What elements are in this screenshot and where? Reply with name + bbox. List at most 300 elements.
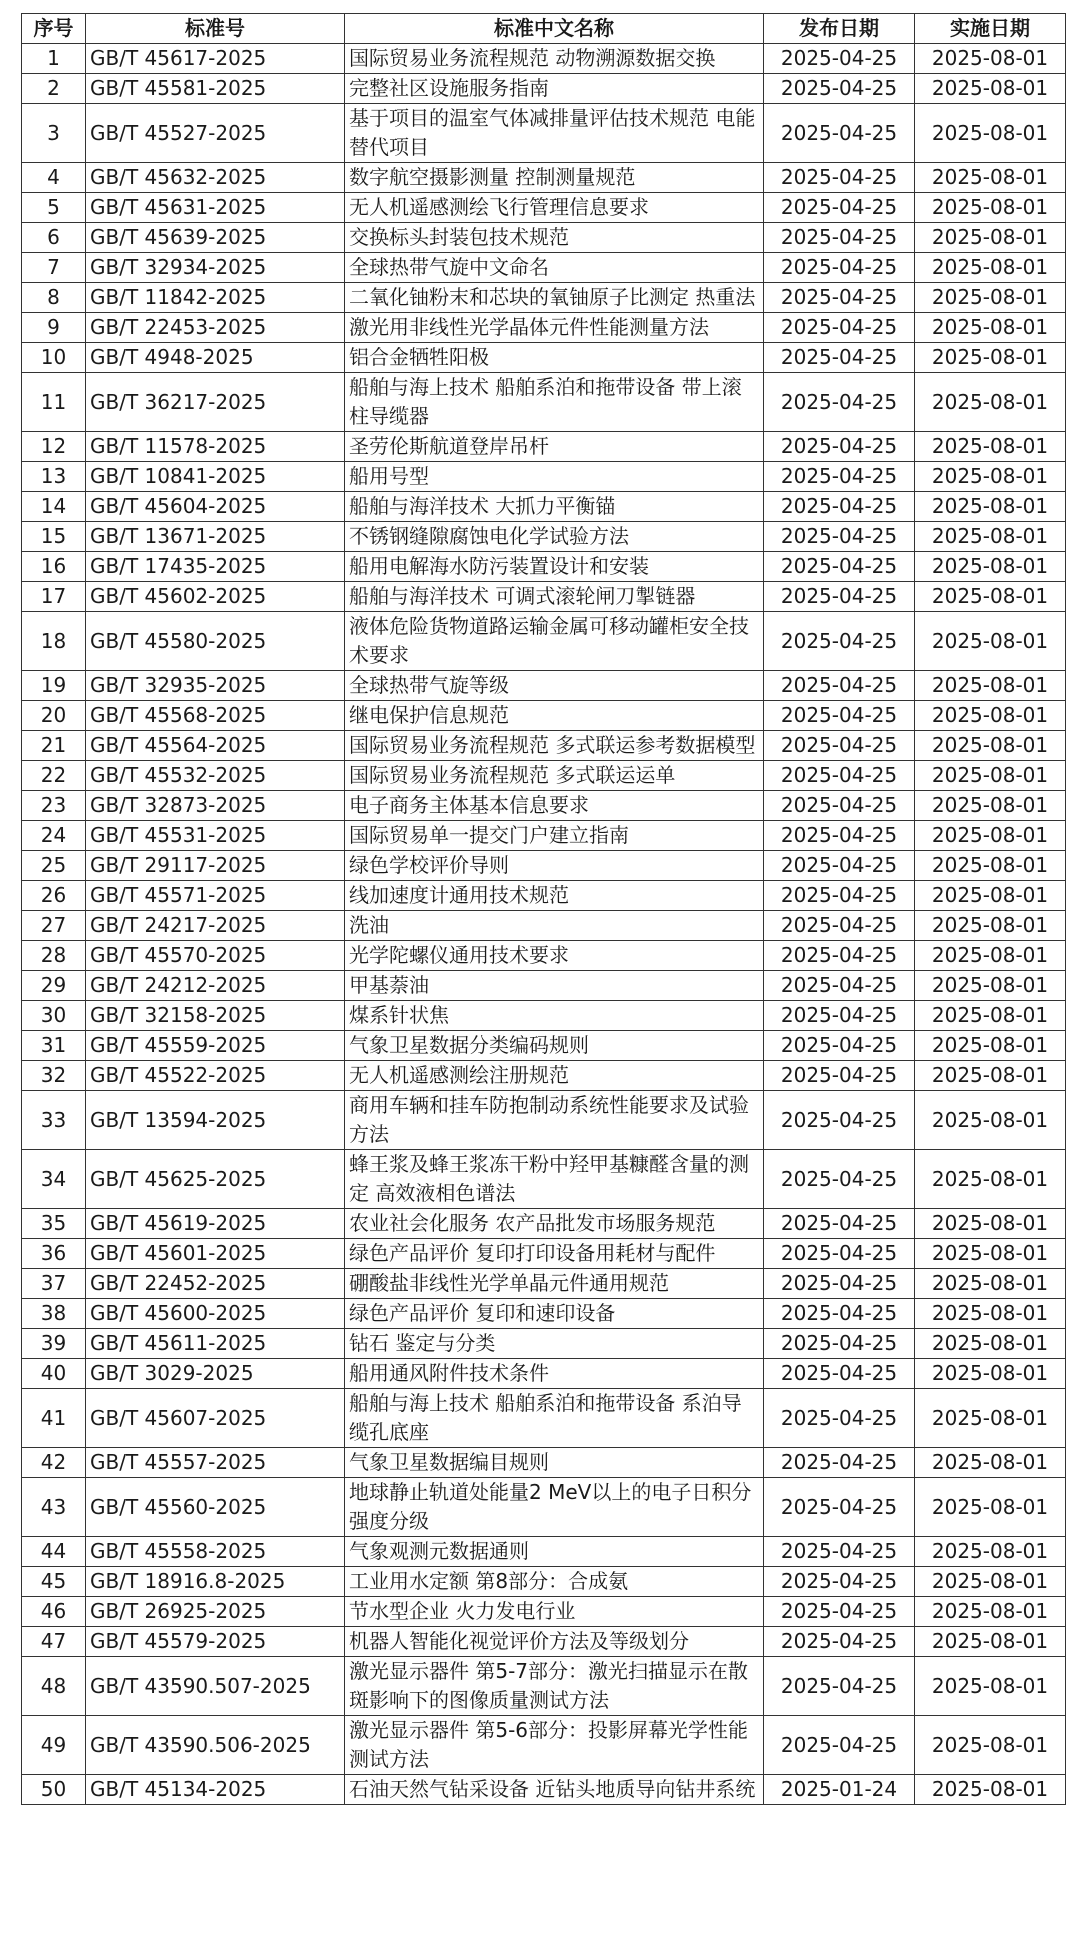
cell-standard-number: GB/T 45531-2025 xyxy=(86,821,345,851)
cell-effective-date: 2025-08-01 xyxy=(915,44,1066,74)
table-row xyxy=(22,492,1066,522)
table-row xyxy=(22,1269,1066,1299)
cell-standard-number: GB/T 32158-2025 xyxy=(86,1001,345,1031)
cell-standard-number: GB/T 32873-2025 xyxy=(86,791,345,821)
table-row xyxy=(22,582,1066,612)
cell-effective-date: 2025-08-01 xyxy=(915,1627,1066,1657)
cell-effective-date: 2025-08-01 xyxy=(915,432,1066,462)
cell-index: 8 xyxy=(22,283,86,313)
cell-effective-date: 2025-08-01 xyxy=(915,343,1066,373)
table-row xyxy=(22,1478,1066,1537)
table-row xyxy=(22,1716,1066,1775)
cell-index: 4 xyxy=(22,163,86,193)
cell-standard-number: GB/T 45617-2025 xyxy=(86,44,345,74)
cell-publish-date: 2025-04-25 xyxy=(764,1389,915,1448)
cell-index: 37 xyxy=(22,1269,86,1299)
table-row xyxy=(22,432,1066,462)
cell-publish-date: 2025-04-25 xyxy=(764,343,915,373)
cell-standard-number: GB/T 4948-2025 xyxy=(86,343,345,373)
cell-effective-date: 2025-08-01 xyxy=(915,1597,1066,1627)
cell-index: 33 xyxy=(22,1091,86,1150)
cell-publish-date: 2025-04-25 xyxy=(764,522,915,552)
cell-effective-date: 2025-08-01 xyxy=(915,1537,1066,1567)
cell-chinese-name: 二氧化铀粉末和芯块的氧铀原子比测定 热重法 xyxy=(345,283,764,313)
table-row xyxy=(22,193,1066,223)
cell-chinese-name: 线加速度计通用技术规范 xyxy=(345,881,764,911)
cell-index: 40 xyxy=(22,1359,86,1389)
cell-index: 34 xyxy=(22,1150,86,1209)
cell-standard-number: GB/T 45564-2025 xyxy=(86,731,345,761)
table-row xyxy=(22,1061,1066,1091)
table-row xyxy=(22,761,1066,791)
cell-index: 29 xyxy=(22,971,86,1001)
table-row xyxy=(22,1567,1066,1597)
table-row xyxy=(22,911,1066,941)
cell-chinese-name: 商用车辆和挂车防抱制动系统性能要求及试验方法 xyxy=(345,1091,764,1150)
cell-standard-number: GB/T 13671-2025 xyxy=(86,522,345,552)
cell-index: 5 xyxy=(22,193,86,223)
cell-publish-date: 2025-04-25 xyxy=(764,74,915,104)
cell-effective-date: 2025-08-01 xyxy=(915,1061,1066,1091)
cell-chinese-name: 气象卫星数据分类编码规则 xyxy=(345,1031,764,1061)
cell-index: 6 xyxy=(22,223,86,253)
cell-chinese-name: 洗油 xyxy=(345,911,764,941)
cell-effective-date: 2025-08-01 xyxy=(915,1299,1066,1329)
standards-table xyxy=(21,13,1066,1805)
cell-standard-number: GB/T 18916.8-2025 xyxy=(86,1567,345,1597)
cell-effective-date: 2025-08-01 xyxy=(915,701,1066,731)
cell-index: 12 xyxy=(22,432,86,462)
cell-standard-number: GB/T 45532-2025 xyxy=(86,761,345,791)
cell-effective-date: 2025-08-01 xyxy=(915,1478,1066,1537)
cell-index: 49 xyxy=(22,1716,86,1775)
table-row xyxy=(22,1001,1066,1031)
cell-effective-date: 2025-08-01 xyxy=(915,283,1066,313)
cell-standard-number: GB/T 26925-2025 xyxy=(86,1597,345,1627)
table-row xyxy=(22,701,1066,731)
cell-publish-date: 2025-04-25 xyxy=(764,163,915,193)
cell-standard-number: GB/T 45527-2025 xyxy=(86,104,345,163)
cell-chinese-name: 国际贸易单一提交门户建立指南 xyxy=(345,821,764,851)
cell-standard-number: GB/T 29117-2025 xyxy=(86,851,345,881)
cell-index: 16 xyxy=(22,552,86,582)
cell-index: 28 xyxy=(22,941,86,971)
table-row xyxy=(22,612,1066,671)
cell-chinese-name: 交换标头封装包技术规范 xyxy=(345,223,764,253)
cell-standard-number: GB/T 45560-2025 xyxy=(86,1478,345,1537)
cell-publish-date: 2025-04-25 xyxy=(764,373,915,432)
cell-chinese-name: 气象观测元数据通则 xyxy=(345,1537,764,1567)
cell-chinese-name: 硼酸盐非线性光学单晶元件通用规范 xyxy=(345,1269,764,1299)
table-row xyxy=(22,731,1066,761)
cell-effective-date: 2025-08-01 xyxy=(915,1209,1066,1239)
table-row xyxy=(22,941,1066,971)
cell-standard-number: GB/T 45625-2025 xyxy=(86,1150,345,1209)
cell-effective-date: 2025-08-01 xyxy=(915,253,1066,283)
table-row xyxy=(22,1091,1066,1150)
cell-effective-date: 2025-08-01 xyxy=(915,462,1066,492)
cell-standard-number: GB/T 45604-2025 xyxy=(86,492,345,522)
cell-effective-date: 2025-08-01 xyxy=(915,582,1066,612)
cell-index: 3 xyxy=(22,104,86,163)
table-row xyxy=(22,313,1066,343)
cell-index: 21 xyxy=(22,731,86,761)
table-row xyxy=(22,1209,1066,1239)
cell-chinese-name: 节水型企业 火力发电行业 xyxy=(345,1597,764,1627)
cell-publish-date: 2025-04-25 xyxy=(764,671,915,701)
cell-chinese-name: 铝合金牺牲阳极 xyxy=(345,343,764,373)
cell-effective-date: 2025-08-01 xyxy=(915,104,1066,163)
cell-publish-date: 2025-04-25 xyxy=(764,1299,915,1329)
cell-effective-date: 2025-08-01 xyxy=(915,193,1066,223)
table-row xyxy=(22,671,1066,701)
cell-chinese-name: 机器人智能化视觉评价方法及等级划分 xyxy=(345,1627,764,1657)
cell-index: 27 xyxy=(22,911,86,941)
cell-chinese-name: 激光用非线性光学晶体元件性能测量方法 xyxy=(345,313,764,343)
cell-chinese-name: 船舶与海上技术 船舶系泊和拖带设备 带上滚柱导缆器 xyxy=(345,373,764,432)
cell-publish-date: 2025-04-25 xyxy=(764,432,915,462)
table-row xyxy=(22,971,1066,1001)
cell-chinese-name: 船舶与海洋技术 大抓力平衡锚 xyxy=(345,492,764,522)
cell-publish-date: 2025-04-25 xyxy=(764,1239,915,1269)
table-body xyxy=(22,44,1066,1805)
cell-chinese-name: 船用电解海水防污装置设计和安装 xyxy=(345,552,764,582)
cell-index: 48 xyxy=(22,1657,86,1716)
cell-effective-date: 2025-08-01 xyxy=(915,971,1066,1001)
cell-index: 36 xyxy=(22,1239,86,1269)
cell-chinese-name: 无人机遥感测绘飞行管理信息要求 xyxy=(345,193,764,223)
cell-index: 7 xyxy=(22,253,86,283)
cell-effective-date: 2025-08-01 xyxy=(915,1269,1066,1299)
cell-index: 20 xyxy=(22,701,86,731)
cell-standard-number: GB/T 32934-2025 xyxy=(86,253,345,283)
cell-index: 13 xyxy=(22,462,86,492)
cell-publish-date: 2025-04-25 xyxy=(764,462,915,492)
cell-index: 15 xyxy=(22,522,86,552)
cell-effective-date: 2025-08-01 xyxy=(915,492,1066,522)
cell-effective-date: 2025-08-01 xyxy=(915,1775,1066,1805)
cell-standard-number: GB/T 45631-2025 xyxy=(86,193,345,223)
cell-publish-date: 2025-04-25 xyxy=(764,223,915,253)
cell-effective-date: 2025-08-01 xyxy=(915,851,1066,881)
cell-standard-number: GB/T 45579-2025 xyxy=(86,1627,345,1657)
cell-chinese-name: 液体危险货物道路运输金属可移动罐柜安全技术要求 xyxy=(345,612,764,671)
cell-chinese-name: 绿色学校评价导则 xyxy=(345,851,764,881)
cell-index: 32 xyxy=(22,1061,86,1091)
cell-publish-date: 2025-04-25 xyxy=(764,253,915,283)
cell-chinese-name: 石油天然气钻采设备 近钻头地质导向钻井系统 xyxy=(345,1775,764,1805)
table-row xyxy=(22,881,1066,911)
table-row xyxy=(22,74,1066,104)
cell-publish-date: 2025-04-25 xyxy=(764,1329,915,1359)
cell-index: 42 xyxy=(22,1448,86,1478)
cell-chinese-name: 数字航空摄影测量 控制测量规范 xyxy=(345,163,764,193)
cell-chinese-name: 钻石 鉴定与分类 xyxy=(345,1329,764,1359)
cell-effective-date: 2025-08-01 xyxy=(915,612,1066,671)
cell-standard-number: GB/T 17435-2025 xyxy=(86,552,345,582)
cell-effective-date: 2025-08-01 xyxy=(915,223,1066,253)
cell-chinese-name: 圣劳伦斯航道登岸吊杆 xyxy=(345,432,764,462)
cell-chinese-name: 基于项目的温室气体减排量评估技术规范 电能替代项目 xyxy=(345,104,764,163)
cell-chinese-name: 甲基萘油 xyxy=(345,971,764,1001)
cell-standard-number: GB/T 11578-2025 xyxy=(86,432,345,462)
cell-standard-number: GB/T 36217-2025 xyxy=(86,373,345,432)
cell-publish-date: 2025-04-25 xyxy=(764,851,915,881)
cell-publish-date: 2025-04-25 xyxy=(764,1269,915,1299)
cell-effective-date: 2025-08-01 xyxy=(915,761,1066,791)
cell-effective-date: 2025-08-01 xyxy=(915,911,1066,941)
cell-effective-date: 2025-08-01 xyxy=(915,1091,1066,1150)
table-row xyxy=(22,1389,1066,1448)
cell-chinese-name: 激光显示器件 第5-7部分：激光扫描显示在散斑影响下的图像质量测试方法 xyxy=(345,1657,764,1716)
cell-publish-date: 2025-04-25 xyxy=(764,1061,915,1091)
cell-effective-date: 2025-08-01 xyxy=(915,373,1066,432)
cell-standard-number: GB/T 43590.506-2025 xyxy=(86,1716,345,1775)
cell-chinese-name: 全球热带气旋中文命名 xyxy=(345,253,764,283)
cell-publish-date: 2025-04-25 xyxy=(764,1657,915,1716)
cell-effective-date: 2025-08-01 xyxy=(915,313,1066,343)
cell-effective-date: 2025-08-01 xyxy=(915,791,1066,821)
cell-publish-date: 2025-04-25 xyxy=(764,1567,915,1597)
cell-publish-date: 2025-04-25 xyxy=(764,44,915,74)
header-publish-date: 发布日期 xyxy=(764,14,915,44)
table-row xyxy=(22,462,1066,492)
cell-chinese-name: 继电保护信息规范 xyxy=(345,701,764,731)
cell-publish-date: 2025-04-25 xyxy=(764,1448,915,1478)
cell-effective-date: 2025-08-01 xyxy=(915,881,1066,911)
cell-publish-date: 2025-04-25 xyxy=(764,1537,915,1567)
cell-standard-number: GB/T 22452-2025 xyxy=(86,1269,345,1299)
cell-standard-number: GB/T 45557-2025 xyxy=(86,1448,345,1478)
header-effective-date: 实施日期 xyxy=(915,14,1066,44)
cell-publish-date: 2025-04-25 xyxy=(764,104,915,163)
cell-effective-date: 2025-08-01 xyxy=(915,1716,1066,1775)
table-row xyxy=(22,522,1066,552)
cell-publish-date: 2025-04-25 xyxy=(764,1716,915,1775)
cell-effective-date: 2025-08-01 xyxy=(915,1001,1066,1031)
cell-publish-date: 2025-04-25 xyxy=(764,731,915,761)
cell-publish-date: 2025-04-25 xyxy=(764,193,915,223)
cell-chinese-name: 完整社区设施服务指南 xyxy=(345,74,764,104)
cell-chinese-name: 蜂王浆及蜂王浆冻干粉中羟甲基糠醛含量的测定 高效液相色谱法 xyxy=(345,1150,764,1209)
cell-effective-date: 2025-08-01 xyxy=(915,74,1066,104)
cell-effective-date: 2025-08-01 xyxy=(915,552,1066,582)
cell-publish-date: 2025-04-25 xyxy=(764,821,915,851)
cell-effective-date: 2025-08-01 xyxy=(915,1389,1066,1448)
cell-standard-number: GB/T 13594-2025 xyxy=(86,1091,345,1150)
cell-chinese-name: 煤系针状焦 xyxy=(345,1001,764,1031)
cell-index: 2 xyxy=(22,74,86,104)
table-row xyxy=(22,253,1066,283)
cell-index: 9 xyxy=(22,313,86,343)
cell-effective-date: 2025-08-01 xyxy=(915,1567,1066,1597)
table-row xyxy=(22,1329,1066,1359)
cell-index: 18 xyxy=(22,612,86,671)
cell-index: 30 xyxy=(22,1001,86,1031)
cell-publish-date: 2025-04-25 xyxy=(764,1091,915,1150)
cell-index: 26 xyxy=(22,881,86,911)
cell-standard-number: GB/T 45559-2025 xyxy=(86,1031,345,1061)
cell-standard-number: GB/T 45619-2025 xyxy=(86,1209,345,1239)
cell-chinese-name: 船用通风附件技术条件 xyxy=(345,1359,764,1389)
cell-standard-number: GB/T 45611-2025 xyxy=(86,1329,345,1359)
cell-standard-number: GB/T 45522-2025 xyxy=(86,1061,345,1091)
cell-chinese-name: 船舶与海洋技术 可调式滚轮闸刀掣链器 xyxy=(345,582,764,612)
cell-publish-date: 2025-04-25 xyxy=(764,941,915,971)
cell-index: 19 xyxy=(22,671,86,701)
header-standard-number: 标准号 xyxy=(86,14,345,44)
cell-chinese-name: 农业社会化服务 农产品批发市场服务规范 xyxy=(345,1209,764,1239)
cell-standard-number: GB/T 24212-2025 xyxy=(86,971,345,1001)
cell-index: 43 xyxy=(22,1478,86,1537)
cell-publish-date: 2025-04-25 xyxy=(764,612,915,671)
cell-publish-date: 2025-01-24 xyxy=(764,1775,915,1805)
cell-effective-date: 2025-08-01 xyxy=(915,1448,1066,1478)
cell-chinese-name: 激光显示器件 第5-6部分：投影屏幕光学性能测试方法 xyxy=(345,1716,764,1775)
cell-standard-number: GB/T 3029-2025 xyxy=(86,1359,345,1389)
table-row xyxy=(22,1359,1066,1389)
cell-index: 44 xyxy=(22,1537,86,1567)
cell-effective-date: 2025-08-01 xyxy=(915,821,1066,851)
cell-publish-date: 2025-04-25 xyxy=(764,1597,915,1627)
cell-standard-number: GB/T 45602-2025 xyxy=(86,582,345,612)
cell-standard-number: GB/T 45580-2025 xyxy=(86,612,345,671)
cell-standard-number: GB/T 45639-2025 xyxy=(86,223,345,253)
cell-chinese-name: 船舶与海上技术 船舶系泊和拖带设备 系泊导缆孔底座 xyxy=(345,1389,764,1448)
cell-index: 24 xyxy=(22,821,86,851)
cell-publish-date: 2025-04-25 xyxy=(764,1627,915,1657)
cell-publish-date: 2025-04-25 xyxy=(764,313,915,343)
table-row xyxy=(22,1597,1066,1627)
table-row xyxy=(22,343,1066,373)
cell-chinese-name: 不锈钢缝隙腐蚀电化学试验方法 xyxy=(345,522,764,552)
cell-standard-number: GB/T 11842-2025 xyxy=(86,283,345,313)
cell-standard-number: GB/T 45134-2025 xyxy=(86,1775,345,1805)
cell-effective-date: 2025-08-01 xyxy=(915,1239,1066,1269)
cell-standard-number: GB/T 45581-2025 xyxy=(86,74,345,104)
cell-index: 46 xyxy=(22,1597,86,1627)
cell-index: 11 xyxy=(22,373,86,432)
table-row xyxy=(22,44,1066,74)
cell-effective-date: 2025-08-01 xyxy=(915,671,1066,701)
cell-chinese-name: 国际贸易业务流程规范 动物溯源数据交换 xyxy=(345,44,764,74)
table-row xyxy=(22,223,1066,253)
table-row xyxy=(22,1299,1066,1329)
cell-index: 50 xyxy=(22,1775,86,1805)
cell-chinese-name: 国际贸易业务流程规范 多式联运参考数据模型 xyxy=(345,731,764,761)
cell-publish-date: 2025-04-25 xyxy=(764,283,915,313)
cell-publish-date: 2025-04-25 xyxy=(764,552,915,582)
cell-publish-date: 2025-04-25 xyxy=(764,911,915,941)
table-row xyxy=(22,791,1066,821)
table-row xyxy=(22,1775,1066,1805)
cell-publish-date: 2025-04-25 xyxy=(764,971,915,1001)
cell-standard-number: GB/T 32935-2025 xyxy=(86,671,345,701)
table-row xyxy=(22,373,1066,432)
cell-index: 41 xyxy=(22,1389,86,1448)
cell-publish-date: 2025-04-25 xyxy=(764,881,915,911)
cell-standard-number: GB/T 43590.507-2025 xyxy=(86,1657,345,1716)
cell-publish-date: 2025-04-25 xyxy=(764,1478,915,1537)
cell-chinese-name: 无人机遥感测绘注册规范 xyxy=(345,1061,764,1091)
cell-publish-date: 2025-04-25 xyxy=(764,1209,915,1239)
cell-chinese-name: 气象卫星数据编目规则 xyxy=(345,1448,764,1478)
cell-index: 1 xyxy=(22,44,86,74)
cell-standard-number: GB/T 45600-2025 xyxy=(86,1299,345,1329)
cell-standard-number: GB/T 45568-2025 xyxy=(86,701,345,731)
table-row xyxy=(22,1657,1066,1716)
cell-chinese-name: 全球热带气旋等级 xyxy=(345,671,764,701)
cell-standard-number: GB/T 45607-2025 xyxy=(86,1389,345,1448)
table-row xyxy=(22,1448,1066,1478)
cell-chinese-name: 电子商务主体基本信息要求 xyxy=(345,791,764,821)
cell-effective-date: 2025-08-01 xyxy=(915,522,1066,552)
cell-publish-date: 2025-04-25 xyxy=(764,791,915,821)
table-row xyxy=(22,1627,1066,1657)
cell-chinese-name: 绿色产品评价 复印和速印设备 xyxy=(345,1299,764,1329)
cell-publish-date: 2025-04-25 xyxy=(764,761,915,791)
cell-standard-number: GB/T 22453-2025 xyxy=(86,313,345,343)
cell-chinese-name: 船用号型 xyxy=(345,462,764,492)
cell-standard-number: GB/T 45558-2025 xyxy=(86,1537,345,1567)
cell-effective-date: 2025-08-01 xyxy=(915,1359,1066,1389)
cell-publish-date: 2025-04-25 xyxy=(764,492,915,522)
cell-index: 17 xyxy=(22,582,86,612)
header-row xyxy=(22,14,1066,44)
table-row xyxy=(22,1537,1066,1567)
cell-index: 25 xyxy=(22,851,86,881)
cell-standard-number: GB/T 45601-2025 xyxy=(86,1239,345,1269)
cell-effective-date: 2025-08-01 xyxy=(915,941,1066,971)
table-row xyxy=(22,821,1066,851)
cell-effective-date: 2025-08-01 xyxy=(915,1150,1066,1209)
cell-publish-date: 2025-04-25 xyxy=(764,1359,915,1389)
cell-chinese-name: 地球静止轨道处能量2 MeV以上的电子日积分强度分级 xyxy=(345,1478,764,1537)
table-row xyxy=(22,1239,1066,1269)
cell-chinese-name: 国际贸易业务流程规范 多式联运运单 xyxy=(345,761,764,791)
cell-standard-number: GB/T 45571-2025 xyxy=(86,881,345,911)
cell-standard-number: GB/T 45632-2025 xyxy=(86,163,345,193)
cell-effective-date: 2025-08-01 xyxy=(915,1329,1066,1359)
cell-effective-date: 2025-08-01 xyxy=(915,731,1066,761)
cell-publish-date: 2025-04-25 xyxy=(764,1001,915,1031)
table-row xyxy=(22,1150,1066,1209)
cell-index: 22 xyxy=(22,761,86,791)
cell-effective-date: 2025-08-01 xyxy=(915,1031,1066,1061)
cell-chinese-name: 绿色产品评价 复印打印设备用耗材与配件 xyxy=(345,1239,764,1269)
cell-index: 10 xyxy=(22,343,86,373)
header-index: 序号 xyxy=(22,14,86,44)
cell-publish-date: 2025-04-25 xyxy=(764,1150,915,1209)
cell-index: 31 xyxy=(22,1031,86,1061)
header-chinese-name: 标准中文名称 xyxy=(345,14,764,44)
cell-index: 35 xyxy=(22,1209,86,1239)
cell-standard-number: GB/T 24217-2025 xyxy=(86,911,345,941)
cell-chinese-name: 光学陀螺仪通用技术要求 xyxy=(345,941,764,971)
table-row xyxy=(22,1031,1066,1061)
table-row xyxy=(22,552,1066,582)
cell-index: 39 xyxy=(22,1329,86,1359)
cell-publish-date: 2025-04-25 xyxy=(764,582,915,612)
table-row xyxy=(22,851,1066,881)
cell-standard-number: GB/T 10841-2025 xyxy=(86,462,345,492)
cell-index: 38 xyxy=(22,1299,86,1329)
cell-index: 23 xyxy=(22,791,86,821)
table-row xyxy=(22,283,1066,313)
cell-index: 45 xyxy=(22,1567,86,1597)
cell-publish-date: 2025-04-25 xyxy=(764,701,915,731)
cell-publish-date: 2025-04-25 xyxy=(764,1031,915,1061)
